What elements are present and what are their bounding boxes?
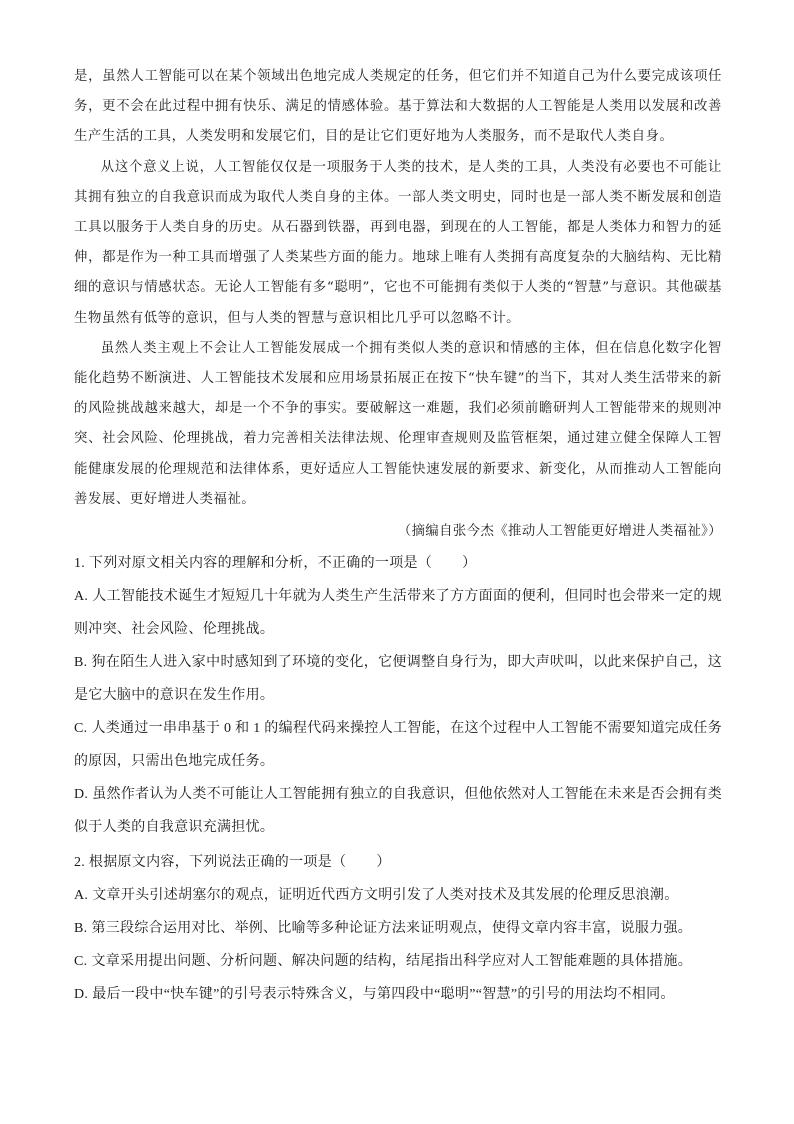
option-letter: A. [74,589,89,605]
option-text: 文章开头引述胡塞尔的观点，证明近代西方文明引发了人类对技术及其发展的伦理反思浪潮。 [92,888,679,904]
passage-paragraph-3: 虽然人类主观上不会让人工智能发展成一个拥有类似人类的意识和情感的主体，但在信息化数字化智能化趋势不断演进、人工智能技术发展和应用场景拓展正在按下“快车键”的当下，其对人类生活带来的新的风险挑战越来越大，却是一个不争的事实。要破解这一难题，我们必须前瞻研判人工智能带来的规则冲突、社会风险、伦理挑战，着力完善相关法律法规、伦理审查规则及监管框架，通过建立健全保障人工智能健康发展的伦理规范和法律体系，更好适应人工智能快速发展的新要求、新变化，从而推动人工智能向善发展、更好增进人类福祉。 [74,340,722,507]
document-page [74,62,722,1011]
question-2-option-a [74,879,722,912]
question-2-stem [74,846,722,879]
question-2-option-d [74,978,722,1011]
question-1-option-d [74,778,722,844]
option-letter: B. [74,921,88,937]
question-1-option-a [74,580,722,646]
question-2-stem-text: 2. 根据原文内容，下列说法正确的一项是（ [74,855,347,871]
question-1-stem-text: 1. 下列对原文相关内容的理解和分析，不正确的一项是（ [74,556,433,572]
option-letter: C. [74,721,88,737]
option-text: 人类通过一串串基于 0 和 1 的编程代码来操控人工智能，在这个过程中人工智能不需要知道完成任务的原因，只需出色地完成任务。 [74,721,722,770]
question-1-stem [74,547,722,580]
option-text: 狗在陌生人进入家中时感知到了环境的变化，它便调整自身行为，即大声吠叫，以此来保护自己，这是它大脑中的意识在发生作用。 [74,655,722,704]
reading-passage [74,62,722,545]
option-text: 文章采用提出问题、分析问题、解决问题的结构，结尾指出科学应对人工智能难题的具体措施。 [91,954,693,970]
question-1 [74,547,722,844]
option-letter: B. [74,655,88,671]
question-2 [74,846,722,1011]
passage-paragraph-1: 是，虽然人工智能可以在某个领域出色地完成人类规定的任务，但它们并不知道自己为什么要完成该项任务，更不会在此过程中拥有快乐、满足的情感体验。基于算法和大数据的人工智能是人类用以发展和改善生产生活的工具，人类发明和发展它们，目的是让它们更好地为人类服务，而不是取代人类自身。 [74,69,722,145]
question-2-option-b [74,912,722,945]
question-1-option-b [74,646,722,712]
question-2-option-c [74,945,722,978]
question-1-option-c [74,712,722,778]
question-1-stem-close: ） [462,556,477,572]
question-2-stem-close: ） [376,855,391,871]
option-letter: D. [74,987,89,1003]
option-letter: A. [74,888,89,904]
option-text: 虽然作者认为人类不可能让人工智能拥有独立的自我意识，但他依然对人工智能在未来是否会拥有类似于人类的自我意识充满担忧。 [74,787,722,836]
passage-source: （摘编自张今杰《推动人工智能更好增进人类福祉》） [397,524,722,540]
option-letter: C. [74,954,88,970]
option-text: 人工智能技术诞生才短短几十年就为人类生产生活带来了方方面面的便利，但同时也会带来一定的规则冲突、社会风险、伦理挑战。 [74,589,722,638]
passage-paragraph-2: 从这个意义上说，人工智能仅仅是一项服务于人类的技术，是人类的工具，人类没有必要也不可能让其拥有独立的自我意识而成为取代人类自身的主体。一部人类文明史，同时也是一部人类不断发展和创造工具以服务于人类自身的历史。从石器到铁器，再到电器，到现在的人工智能，都是人类体力和智力的延伸，都是作为一种工具而增强了人类某些方面的能力。地球上唯有人类拥有高度复杂的大脑结构、无比精细的意识与情感状态。无论人工智能有多“聪明”，它也不可能拥有类似于人类的“智慧”与意识。其他碳基生物虽然有低等的意识，但与人类的智慧与意识相比几乎可以忽略不计。 [74,159,722,326]
option-letter: D. [74,787,89,803]
option-text: 第三段综合运用对比、举例、比喻等多种论证方法来证明观点，使得文章内容丰富，说服力强。 [91,921,693,937]
option-text: 最后一段中“快车键”的引号表示特殊含义，与第四段中“聪明”“智慧”的引号的用法均不相同。 [92,987,675,1003]
